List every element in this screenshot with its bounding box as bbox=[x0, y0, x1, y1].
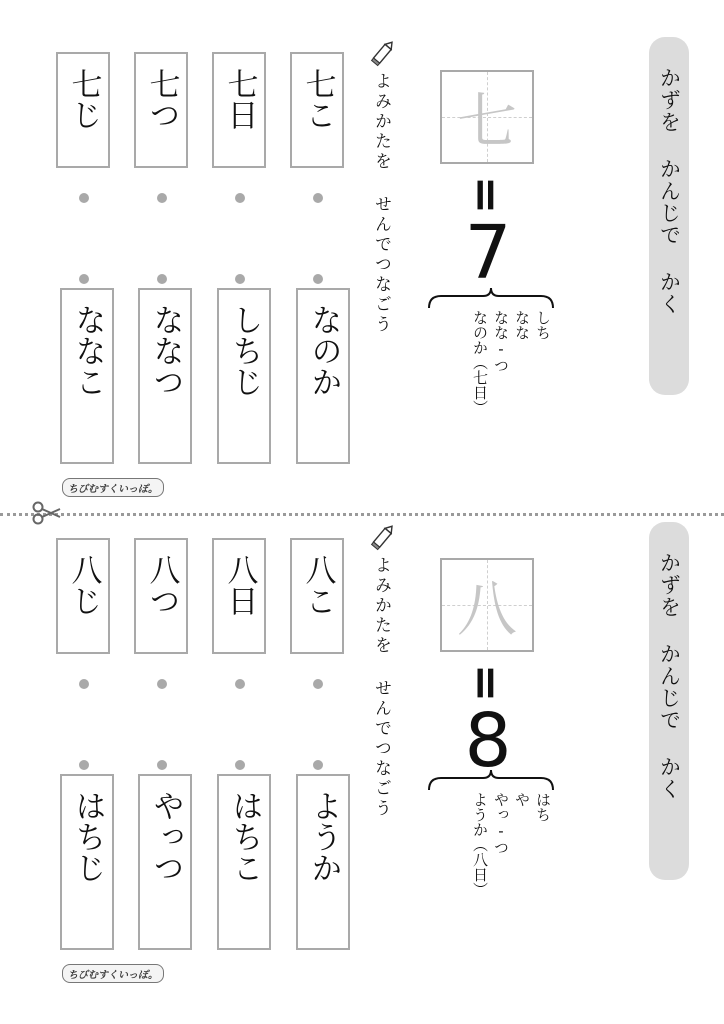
readings-list bbox=[432, 310, 550, 450]
instruction-text: よみかたを せんでつなごう bbox=[371, 556, 391, 819]
scissors-icon bbox=[32, 500, 62, 526]
instruction-text: よみかたを せんでつなごう bbox=[371, 72, 391, 335]
connect-dot[interactable] bbox=[313, 679, 323, 689]
reading-item: なのか（七日） bbox=[471, 310, 489, 415]
connect-dot[interactable] bbox=[157, 760, 167, 770]
connect-dot[interactable] bbox=[157, 274, 167, 284]
kanji-card: 八日 bbox=[212, 538, 266, 654]
kanji-card: 七日 bbox=[212, 52, 266, 168]
section-title-pill bbox=[649, 522, 689, 880]
reading-item: ようか（八日） bbox=[471, 792, 489, 897]
connect-dot[interactable] bbox=[313, 760, 323, 770]
connect-dot[interactable] bbox=[235, 193, 245, 203]
kanji-card: 七こ bbox=[290, 52, 344, 168]
connect-dot[interactable] bbox=[235, 274, 245, 284]
kanji-card: 七じ bbox=[56, 52, 110, 168]
reading-card: ななつ bbox=[138, 288, 192, 464]
connect-dot[interactable] bbox=[313, 193, 323, 203]
cut-line bbox=[0, 513, 724, 516]
kanji-card: 八つ bbox=[134, 538, 188, 654]
connect-dot[interactable] bbox=[313, 274, 323, 284]
kanji-character: 八 bbox=[457, 575, 517, 645]
reading-item: や bbox=[513, 792, 531, 807]
pencil-icon bbox=[369, 38, 397, 68]
equals-sign: = bbox=[460, 663, 514, 703]
equals-sign: = bbox=[460, 175, 514, 215]
kanji-practice-box bbox=[440, 70, 534, 164]
kanji-card: 七つ bbox=[134, 52, 188, 168]
reading-item: はち bbox=[534, 792, 552, 822]
kanji-card: 八じ bbox=[56, 538, 110, 654]
reading-card: やっつ bbox=[138, 774, 192, 950]
connect-dot[interactable] bbox=[79, 679, 89, 689]
reading-card: なのか bbox=[296, 288, 350, 464]
connect-dot[interactable] bbox=[235, 760, 245, 770]
section-title: かずを かんじで かく bbox=[657, 552, 682, 800]
reading-card: ななこ bbox=[60, 288, 114, 464]
section-title-pill bbox=[649, 37, 689, 395]
reading-card: はちじ bbox=[60, 774, 114, 950]
brand-logo: ちびむすくいっぽ。 bbox=[62, 964, 164, 983]
reading-item: やっ-つ bbox=[492, 792, 510, 855]
connect-dot[interactable] bbox=[79, 193, 89, 203]
reading-item: なな-つ bbox=[492, 310, 510, 373]
connect-dot[interactable] bbox=[79, 760, 89, 770]
pencil-icon bbox=[369, 522, 397, 552]
reading-card: ようか bbox=[296, 774, 350, 950]
kanji-practice-box bbox=[440, 558, 534, 652]
reading-card: はちこ bbox=[217, 774, 271, 950]
reading-brace-icon bbox=[425, 286, 557, 312]
connect-dot[interactable] bbox=[157, 193, 167, 203]
connect-dot[interactable] bbox=[79, 274, 89, 284]
kanji-card: 八こ bbox=[290, 538, 344, 654]
reading-brace-icon bbox=[425, 768, 557, 794]
section-title: かずを かんじで かく bbox=[657, 67, 682, 315]
readings-list bbox=[432, 792, 550, 932]
connect-dot[interactable] bbox=[235, 679, 245, 689]
brand-logo: ちびむすくいっぽ。 bbox=[62, 478, 164, 497]
connect-dot[interactable] bbox=[157, 679, 167, 689]
reading-item: しち bbox=[534, 310, 552, 340]
reading-card: しちじ bbox=[217, 288, 271, 464]
kanji-character: 七 bbox=[457, 87, 517, 157]
arabic-numeral: 7 bbox=[464, 210, 512, 296]
arabic-numeral: 8 bbox=[464, 698, 512, 784]
reading-item: なな bbox=[513, 310, 531, 340]
